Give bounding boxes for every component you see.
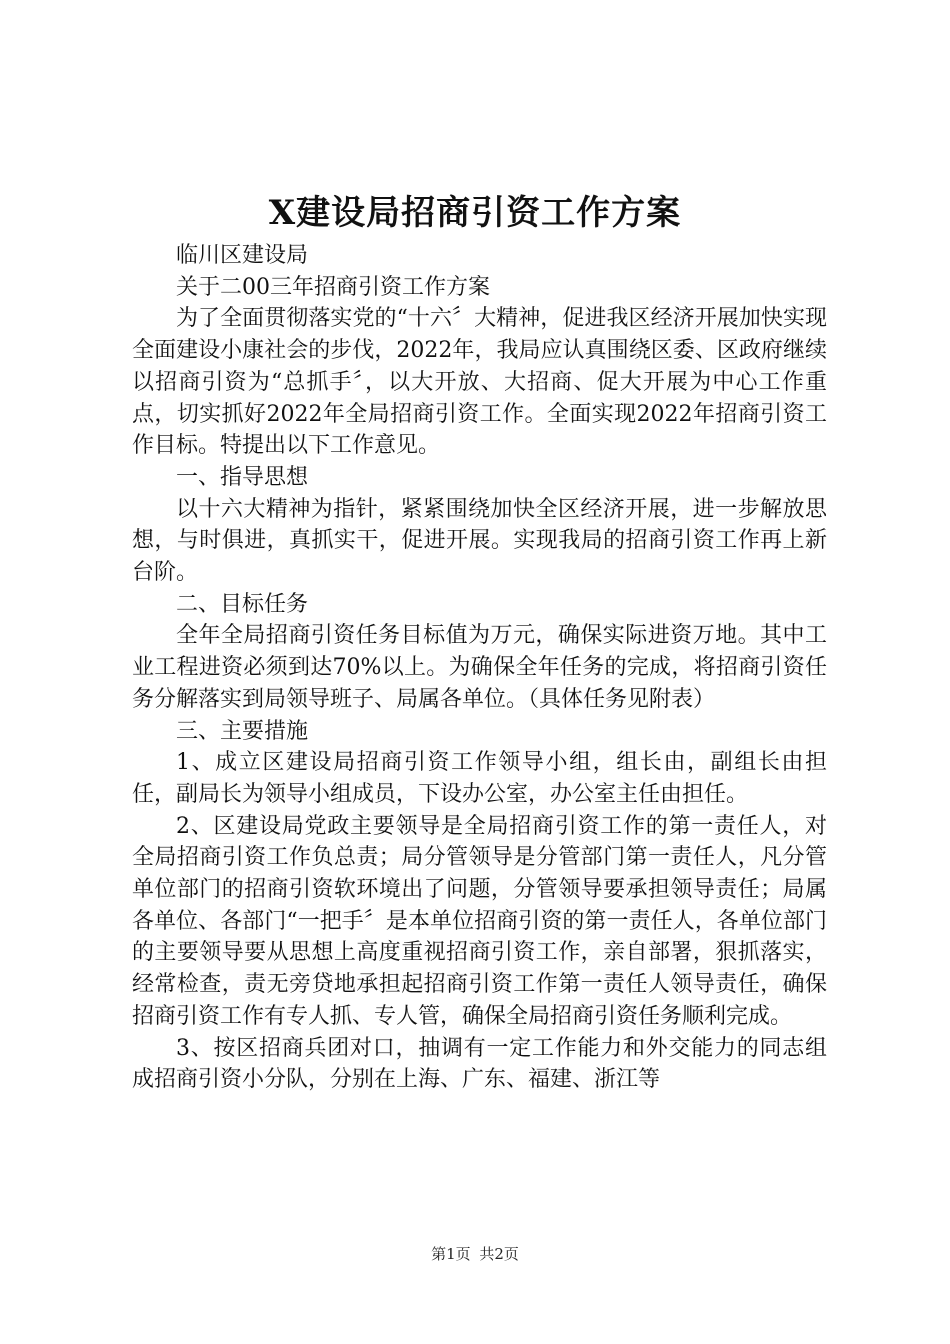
section-heading-measures: 三、主要措施 [176, 718, 309, 744]
document-body [132, 240, 827, 1096]
paragraph-measure-1: 1、成立区建设局招商引资工作领导小组，组长由，副组长由担任，副局长为领导小组成员，下设办公室，办公室主任由担任。 [132, 750, 827, 807]
section-heading-targets: 二、目标任务 [176, 591, 309, 617]
page-footer [0, 1243, 950, 1264]
page-number: 第1页 [431, 1245, 471, 1263]
paragraph-subtitle: 关于二00三年招商引资工作方案 [176, 274, 490, 300]
paragraph-intro: 为了全面贯彻落实党的“十六〞大精神，促进我区经济开展加快实现全面建设小康社会的步伐，2022年，我局应认真围绕区委、区政府继续以招商引资为“总抓手〞，以大开放、大招商、促大开展为中心工作重点，切实抓好2022年全局招商引资工作。全面实现2022年招商引资工作目标。特提出以下工作意见。 [132, 306, 827, 459]
paragraph-org-name: 临川区建设局 [176, 243, 309, 268]
paragraph-measure-3: 3、按区招商兵团对口，抽调有一定工作能力和外交能力的同志组成招商引资小分队，分别在上海、广东、福建、浙江等 [132, 1035, 827, 1093]
paragraph-measure-2: 2、区建设局党政主要领导是全局招商引资工作的第一责任人，对全局招商引资工作负总责；局分管领导是分管部门第一责任人，凡分管单位部门的招商引资软环境出了问题，分管领导要承担领导责任；局属各单位、各部门“一把手〞是本单位招商引资的第一责任人，各单位部门的主要领导要从思想上高度重视招商引资工作，亲自部署，狠抓落实，经常检查，责无旁贷地承担起招商引资工作第一责任人领导责任，确保招商引资工作有专人抓、专人管，确保全局招商引资任务顺利完成。 [132, 813, 827, 1029]
paragraph-targets: 全年全局招商引资任务目标值为万元，确保实际进资万地。其中工业工程进资必须到达70%以上。为确保全年任务的完成，将招商引资任务分解落实到局领导班子、局属各单位。（具体任务见附表） [132, 623, 827, 712]
page-title: X建设局招商引资工作方案 [268, 193, 682, 233]
page-total: 共2页 [479, 1245, 519, 1263]
section-heading-guiding-ideology: 一、指导思想 [176, 464, 309, 490]
paragraph-guiding-ideology: 以十六大精神为指针，紧紧围绕加快全区经济开展，进一步解放思想，与时俱进，真抓实干，促进开展。实现我局的招商引资工作再上新台阶。 [132, 496, 827, 586]
